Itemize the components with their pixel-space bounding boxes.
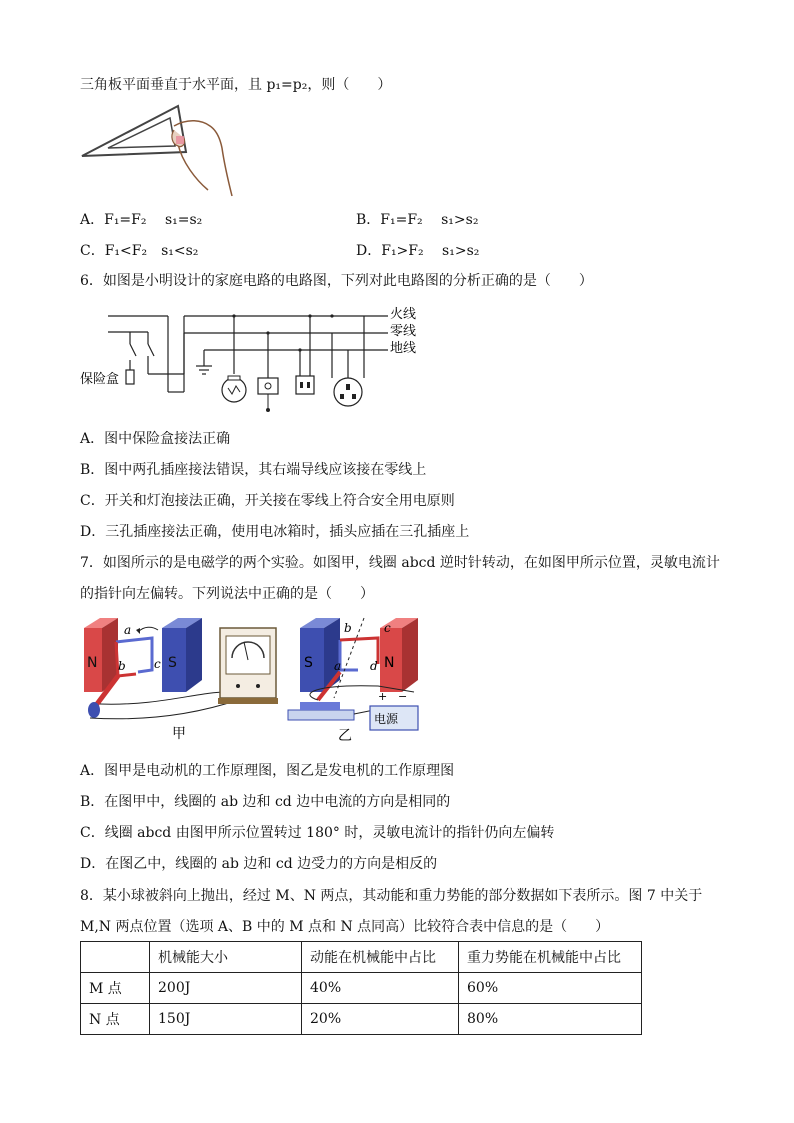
pull-switch [258, 378, 278, 394]
table-header-cell: 机械能大小 [150, 942, 302, 973]
svg-text:a: a [334, 659, 342, 673]
svg-text:a: a [124, 623, 132, 637]
svg-text:N: N [384, 655, 395, 671]
svg-text:d: d [370, 659, 378, 673]
triangle-ruler-figure [78, 100, 238, 200]
figure-label-yi: 乙 [338, 728, 352, 744]
slip-rings [88, 702, 100, 718]
q6-option-c[interactable]: C．开关和灯泡接法正确，开关接在零线上符合安全用电原则 [80, 493, 455, 509]
table-header-cell: 动能在机械能中占比 [302, 942, 459, 973]
table-cell: 200J [150, 973, 302, 1004]
switch [148, 344, 154, 356]
svg-text:c: c [154, 657, 161, 671]
q8-stem-line2: M,N 两点位置（选项 A、B 中的 M 点和 N 点同高）比较符合表中信息的是（ ） [80, 919, 610, 935]
fuse-box [126, 370, 134, 384]
svg-text:电源: 电源 [374, 712, 399, 726]
table-cell: M 点 [81, 973, 150, 1004]
table-row [81, 973, 642, 1004]
table-cell: 150J [150, 1004, 302, 1035]
q6-option-a[interactable]: A．图中保险盒接法正确 [80, 431, 231, 447]
table-cell: 40% [302, 973, 459, 1004]
coil-yi [340, 640, 358, 670]
svg-text:b: b [344, 621, 352, 635]
table-cell: 20% [302, 1004, 459, 1035]
svg-text:b: b [118, 659, 126, 673]
three-hole-socket [334, 378, 362, 406]
q5-stem: 三角板平面垂直于水平面，且 p₁=p₂，则（ ） [80, 77, 392, 93]
svg-text:S: S [168, 655, 177, 671]
household-circuit-figure [78, 304, 428, 416]
q6-stem: 6．如图是小明设计的家庭电路的电路图，下列对此电路图的分析正确的是（ ） [80, 273, 593, 289]
q8-stem-line1: 8．某小球被斜向上抛出，经过 M、N 两点，其动能和重力势能的部分数据如下表所示。图 7 中关于 [80, 888, 703, 904]
table-row [81, 1004, 642, 1035]
svg-text:−: − [398, 690, 408, 703]
two-hole-socket [296, 376, 314, 394]
table-header-cell: 重力势能在机械能中占比 [459, 942, 642, 973]
q5-option-b[interactable]: B．F₁=F₂ s₁>s₂ [356, 212, 479, 228]
q5-option-d[interactable]: D．F₁>F₂ s₁>s₂ [356, 243, 480, 259]
table-cell: N 点 [81, 1004, 150, 1035]
figure-label-jia: 甲 [172, 726, 186, 742]
q5-option-a[interactable]: A．F₁=F₂ s₁=s₂ [80, 212, 203, 228]
neutral-label: 零线 [390, 324, 417, 339]
svg-text:+: + [378, 690, 388, 703]
q7-option-b[interactable]: B．在图甲中，线圈的 ab 边和 cd 边中电流的方向是相同的 [80, 794, 451, 810]
table-cell: 80% [459, 1004, 642, 1035]
q7-option-a[interactable]: A．图甲是电动机的工作原理图，图乙是发电机的工作原理图 [80, 763, 455, 779]
table-cell: 60% [459, 973, 642, 1004]
table-header-row [81, 942, 642, 973]
table-header-cell [81, 942, 150, 973]
svg-text:N: N [87, 655, 98, 671]
knife-switch [288, 710, 354, 720]
q7-option-c[interactable]: C．线圈 abcd 由图甲所示位置转过 180° 时，灵敏电流计的指针仍向左偏转 [80, 825, 555, 841]
triangle-ruler [82, 106, 186, 156]
q7-option-d[interactable]: D．在图乙中，线圈的 ab 边和 cd 边受力的方向是相反的 [80, 856, 438, 872]
svg-text:c: c [384, 621, 391, 635]
energy-table [80, 941, 642, 1035]
electromagnetism-figure [78, 614, 428, 744]
ground-label: 地线 [390, 341, 417, 356]
q6-option-d[interactable]: D．三孔插座接法正确，使用电冰箱时，插头应插在三孔插座上 [80, 524, 470, 540]
fuse-label: 保险盒 [80, 372, 120, 387]
q6-option-b[interactable]: B．图中两孔插座接法错误，其右端导线应该接在零线上 [80, 462, 427, 478]
q5-option-c[interactable]: C．F₁<F₂ s₁<s₂ [80, 243, 199, 259]
q7-stem-line2: 的指针向左偏转。下列说法中正确的是（ ） [80, 586, 374, 602]
q7-stem-line1: 7．如图所示的是电磁学的两个实验。如图甲，线圈 abcd 逆时针转动，在如图甲所示位置，灵敏电流计 [80, 555, 720, 571]
svg-text:S: S [304, 655, 313, 671]
live-label: 火线 [390, 307, 417, 322]
